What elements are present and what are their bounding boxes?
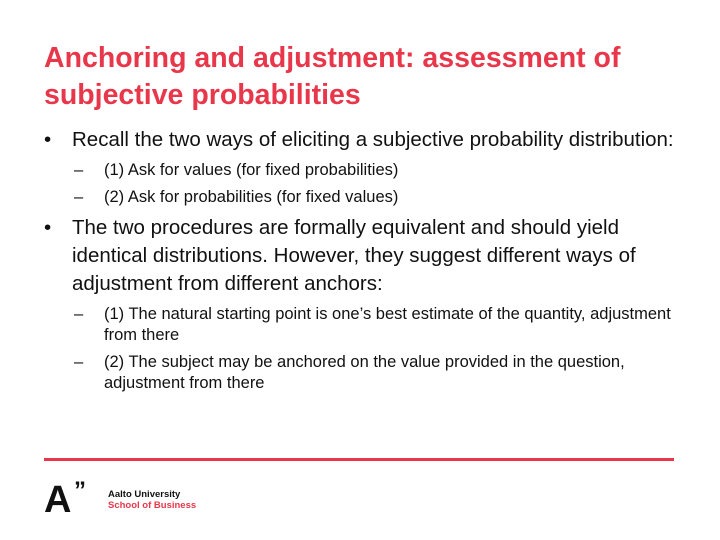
slide-body bbox=[44, 126, 674, 400]
sub-bullet-item bbox=[44, 352, 674, 394]
sub-bullet-item bbox=[44, 187, 674, 208]
logo-a-mark: A bbox=[44, 479, 72, 521]
sub-bullet-item bbox=[44, 304, 674, 346]
sub-bullet-mark: – bbox=[74, 188, 84, 206]
bullet-item bbox=[44, 126, 674, 154]
sub-bullet-mark: – bbox=[74, 305, 84, 323]
sub-bullet-text: (2) The subject may be anchored on the value provided in the question, adjustment from there bbox=[104, 353, 625, 392]
bullet-mark: • bbox=[44, 216, 52, 239]
bullet-item bbox=[44, 214, 674, 298]
logo-university-name: Aalto University bbox=[108, 489, 181, 500]
bullet-text: The two procedures are formally equivalent and should yield identical distributions. However, they suggest different ways of adjustment from different anchors: bbox=[72, 216, 636, 295]
logo-school-name: School of Business bbox=[108, 500, 197, 511]
sub-bullet-text: (1) Ask for values (for fixed probabilities) bbox=[104, 161, 399, 179]
logo-wordmark bbox=[108, 489, 308, 511]
bullet-mark: • bbox=[44, 128, 52, 151]
slide-title: Anchoring and adjustment: assessment of subjective probabilities bbox=[44, 42, 621, 111]
footer-divider bbox=[44, 458, 674, 461]
logo-quote-mark: ” bbox=[74, 477, 86, 504]
sub-bullet-mark: – bbox=[74, 161, 84, 179]
sub-bullet-text: (1) The natural starting point is one’s best estimate of the quantity, adjustment from there bbox=[104, 305, 671, 344]
sub-bullet-text: (2) Ask for probabilities (for fixed values) bbox=[104, 188, 399, 206]
sub-bullet-item bbox=[44, 160, 674, 181]
sub-bullet-mark: – bbox=[74, 353, 84, 371]
bullet-text: Recall the two ways of eliciting a subjective probability distribution: bbox=[72, 128, 674, 151]
